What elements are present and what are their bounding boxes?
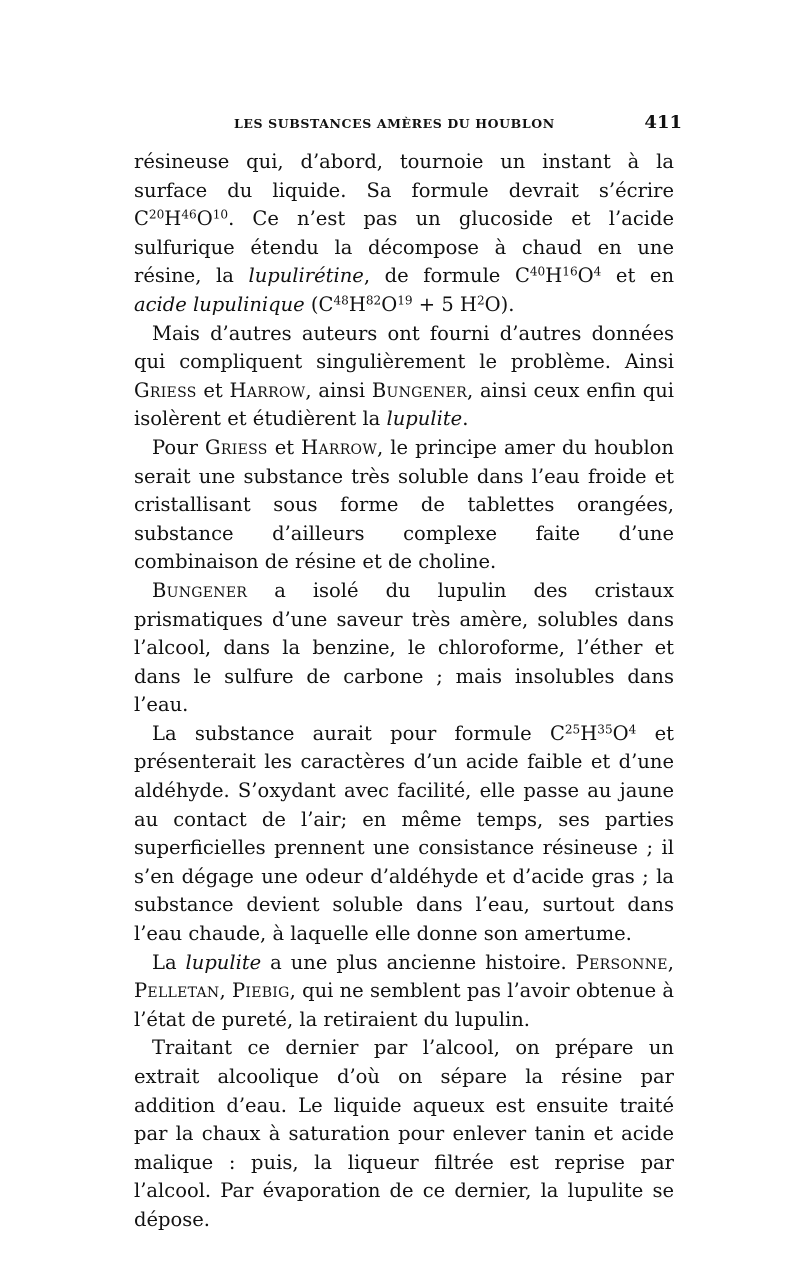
- paragraph: Pour Griess et Harrow, le principe amer du houblon serait une substance très soluble dans l’eau froide et cristallisant sous forme de tablettes orangées, substance d’ailleurs complexe faite d’une combinaison de résine et de choline.: [134, 435, 674, 574]
- paragraph: Bungener a isolé du lupulin des cristaux prismatiques d’une saveur très amère, solubles dans l’alcool, dans la benzine, le chloroforme, l’éther et dans le sulfure de carbone ; mais insolubles dans l’eau.: [134, 578, 674, 717]
- paragraph: résineuse qui, d’abord, tournoie un instant à la surface du liquide. Sa formule devrait s’écrire $C^{20}H^{46}O^{10}$. Ce n’est pas un glucoside et l’acide sulfurique étendu la décompose à chaud en une résine, la lupulirétine, de formule $C^{40}H^{16}O^4$ et en acide lupulinique ($C^{48}H^{82}O^{19} + 5$ $H^2O$).: [134, 150, 675, 316]
- running-title: LES SUBSTANCES AMÈRES DU HOUBLON: [234, 116, 555, 131]
- paragraph: Traitant ce dernier par l’alcool, on prépare un extrait alcoolique d’où on sépare la résine par addition d’eau. Le liquide aqueux est ensuite traité par la chaux à saturation pour enlever tanin et acide malique : puis, la liqueur filtrée est reprise par l’alcool. Par évaporation de ce dernier, la lupulite se dépose.: [134, 1036, 674, 1231]
- paragraph: La substance aurait pour formule $C^{25}H^{35}O^4$ et présenterait les caractères d’un acide faible et d’une aldéhyde. S’oxydant avec facilité, elle passe au jaune au contact de l’air; en même temps, ses parties superficielles prennent une consistance résineuse ; il s’en dégage une odeur d’aldéhyde et d’acide gras ; la substance devient soluble dans l’eau, surtout dans l’eau chaude, à laquelle elle donne son amertume.: [134, 721, 674, 946]
- paragraph: Mais d’autres auteurs ont fourni d’autres données qui compliquent singulièrement le problème. Ainsi Griess et Harrow, ainsi Bungener, ainsi ceux enfin qui isolèrent et étudièrent la lupulite.: [134, 321, 674, 431]
- body-text: [134, 148, 674, 1235]
- paragraph: La lupulite a une plus ancienne histoire. Personne, Pelletan, Piebig, qui ne semblent pas l’avoir obtenue à l’état de pureté, la retiraient du lupulin.: [134, 950, 674, 1031]
- page-number: 411: [644, 112, 682, 133]
- page-header: [134, 112, 682, 140]
